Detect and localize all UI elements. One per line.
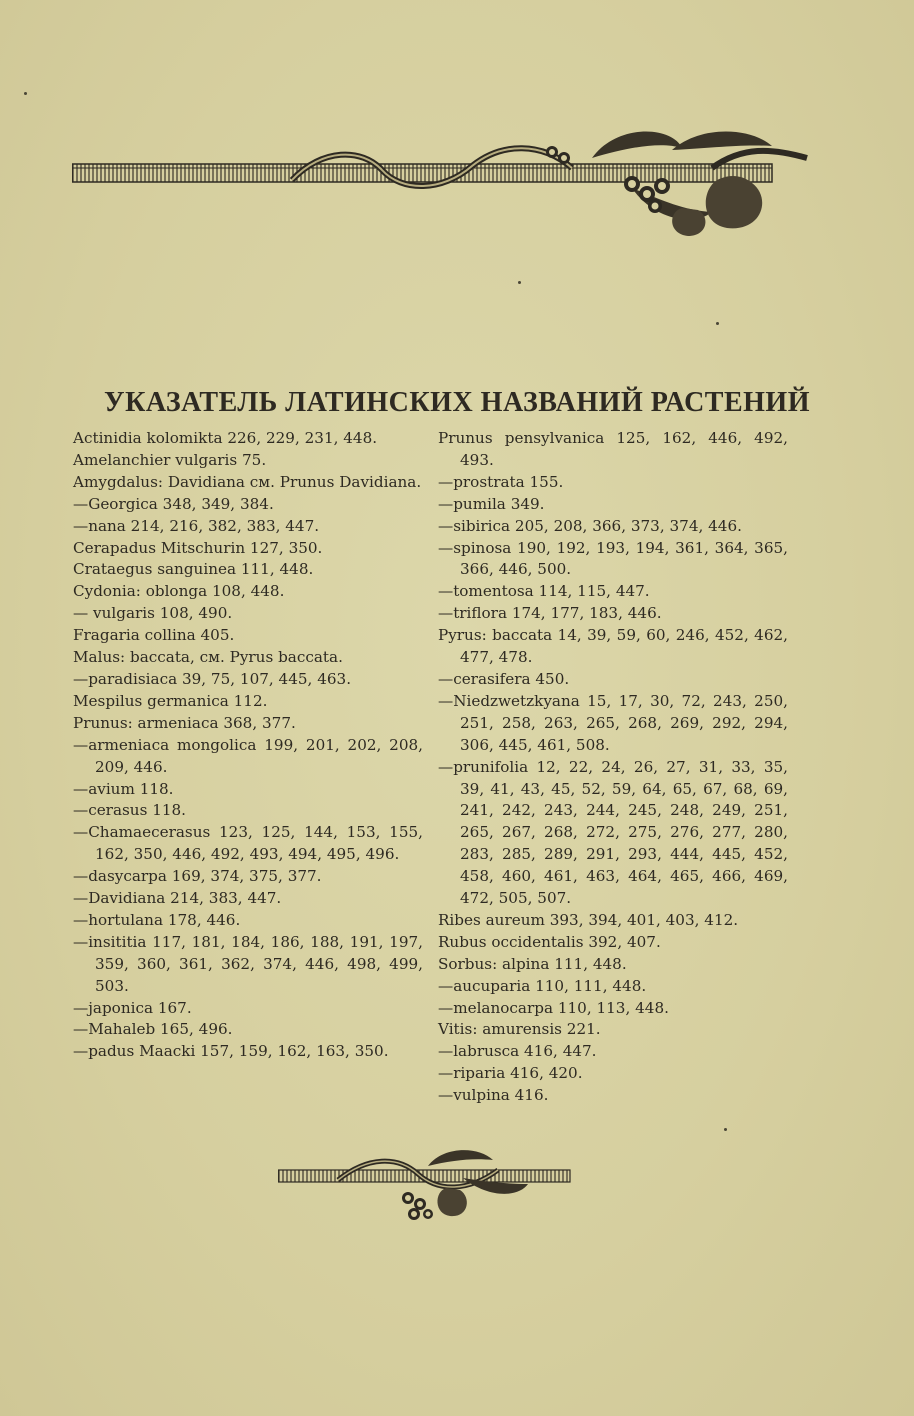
index-entry: Prunus pensylvanica 125, 162, 446, 492, 493. — [438, 429, 788, 469]
index-entry: —melanocarpa 110, 113, 448. — [438, 998, 669, 1017]
index-entry: —aucuparia 110, 111, 448. — [438, 976, 647, 995]
index-column-left — [73, 428, 423, 1063]
index-entry: —Davidiana 214, 383, 447. — [73, 889, 282, 908]
page-title: УКАЗАТЕЛЬ ЛАТИНСКИХ НАЗВАНИЙ РАСТЕНИЙ — [104, 386, 810, 418]
index-entry: —triflora 174, 177, 183, 446. — [438, 604, 662, 623]
index-entry: —Chamaecerasus 123, 125, 144, 153, 155, 162, 350, 446, 492, 493, 494, 495, 496. — [73, 823, 423, 864]
index-entry: Prunus: armeniaca 368, 377. — [73, 713, 296, 732]
index-entry: Fragaria collina 405. — [73, 626, 235, 645]
index-entry: —Mahaleb 165, 496. — [73, 1020, 233, 1039]
index-entry: —spinosa 190, 192, 193, 194, 361, 364, 365, 366, 446, 500. — [438, 538, 788, 579]
index-entry: — vulgaris 108, 490. — [73, 604, 233, 623]
index-entry: Amygdalus: Davidiana см. Prunus Davidiana. — [73, 472, 422, 491]
index-entry: —nana 214, 216, 382, 383, 447. — [73, 516, 320, 535]
paper-speck — [24, 92, 27, 95]
index-entry: —dasycarpa 169, 374, 375, 377. — [73, 867, 322, 886]
index-entry: —cerasus 118. — [73, 801, 187, 820]
index-entry: —Georgica 348, 349, 384. — [73, 494, 274, 513]
index-entry: Rubus occidentalis 392, 407. — [438, 932, 661, 951]
index-entry: —vulpina 416. — [438, 1086, 549, 1105]
index-entry: Actinidia kolomikta 226, 229, 231, 448. — [73, 429, 378, 447]
top-ornament-icon — [72, 128, 812, 238]
index-entry: —Niedzwetzkyana 15, 17, 30, 72, 243, 250, 251, 258, 263, 265, 268, 269, 292, 294, 306, 445, 461, 508. — [438, 691, 788, 754]
index-entry: —prostrata 155. — [438, 472, 564, 491]
index-entry: —cerasifera 450. — [438, 669, 570, 688]
index-entry: Ribes aureum 393, 394, 401, 403, 412. — [438, 910, 739, 929]
index-entry: Cydonia: oblonga 108, 448. — [73, 582, 285, 601]
index-entry: —avium 118. — [73, 779, 174, 798]
paper-speck — [518, 281, 521, 284]
index-entry: Crataegus sanguinea 111, 448. — [73, 560, 314, 579]
index-entry: Cerapadus Mitschurin 127, 350. — [73, 538, 323, 557]
index-entry: —pumila 349. — [438, 494, 545, 513]
index-entry: Vitis: amurensis 221. — [438, 1020, 601, 1039]
index-entry: —armeniaca mongolica 199, 201, 202, 208, 209, 446. — [73, 735, 423, 776]
index-entry: —prunifolia 12, 22, 24, 26, 27, 31, 33, 35, 39, 41, 43, 45, 52, 59, 64, 65, 67, 68, 69, 241, 242, 243, 244, 245, 248, 249, 251, 265, 267, 268, 272, 275, 276, 277, 280, 283, 285, 289, 291, 293, 444, 445, 452, 458, 460, 461, 463, 464, 465, 466, 469, 472, 505, 507. — [438, 757, 788, 908]
index-entry: —padus Maacki 157, 159, 162, 163, 350. — [73, 1042, 389, 1061]
index-entry: Malus: baccata, см. Pyrus baccata. — [73, 648, 343, 667]
paper-speck — [724, 1128, 727, 1131]
index-entry: Mespilus germanica 112. — [73, 691, 268, 710]
index-entry: —insititia 117, 181, 184, 186, 188, 191, 197, 359, 360, 361, 362, 374, 446, 498, 499, 503. — [73, 932, 423, 995]
index-entry: Pyrus: baccata 14, 39, 59, 60, 246, 452, 462, 477, 478. — [438, 626, 788, 667]
bottom-ornament-icon — [278, 1148, 574, 1226]
index-entry: —japonica 167. — [73, 998, 192, 1017]
index-entry: —sibirica 205, 208, 366, 373, 374, 446. — [438, 516, 742, 535]
index-entry: —tomentosa 114, 115, 447. — [438, 582, 650, 601]
paper-speck — [716, 322, 719, 325]
index-entry: —hortulana 178, 446. — [73, 910, 241, 929]
index-entry: Amelanchier vulgaris 75. — [73, 450, 267, 469]
index-entry: —paradisiaca 39, 75, 107, 445, 463. — [73, 669, 352, 688]
index-entry: —labrusca 416, 447. — [438, 1042, 597, 1061]
index-column-right — [438, 428, 788, 1107]
index-entry: Sorbus: alpina 111, 448. — [438, 954, 627, 973]
index-entry: —riparia 416, 420. — [438, 1064, 583, 1083]
